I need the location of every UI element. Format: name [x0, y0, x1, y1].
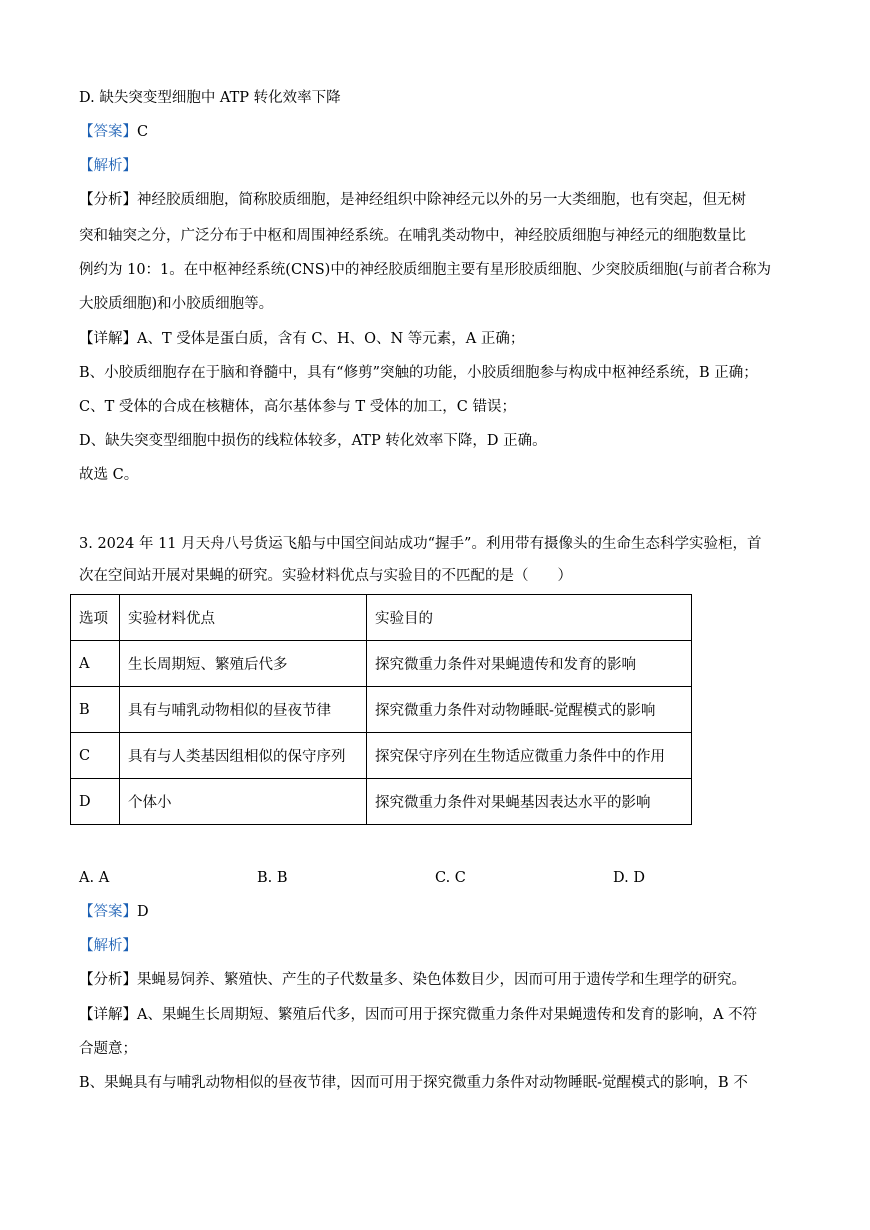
table-row	[71, 687, 692, 733]
table-cell: A	[71, 641, 120, 687]
q3-analysis-heading	[79, 936, 137, 956]
xiangjie-line-3: C、T 受体的合成在核糖体，高尔基体参与 T 受体的加工，C 错误；	[79, 399, 516, 415]
choice-c: C. C	[435, 870, 466, 886]
q3-fenxi-tag: 【分析】	[79, 972, 137, 988]
options-table	[70, 594, 692, 825]
q3-xiangjie-line-2: 合题意；	[79, 1041, 137, 1057]
question-stem-line-2: 次在空间站开展对果蝇的研究。实验材料优点与实验目的不匹配的是（ ）	[79, 568, 572, 584]
xiangjie-text: A、T 受体是蛋白质，含有 C、H、O、N 等元素，A 正确；	[137, 331, 525, 347]
header-advantage: 实验材料优点	[120, 595, 367, 641]
table-cell: 探究微重力条件对果蝇基因表达水平的影响	[367, 779, 692, 825]
table-cell: C	[71, 733, 120, 779]
table-cell: 具有与哺乳动物相似的昼夜节律	[120, 687, 367, 733]
q3-xiangjie-text: A、果蝇生长周期短、繁殖后代多，因而可用于探究微重力条件对果蝇遗传和发育的影响，A 不符	[137, 1007, 758, 1023]
analysis-heading	[79, 156, 137, 176]
answer-tag: 【答案】	[79, 124, 137, 140]
table-cell: 具有与人类基因组相似的保守序列	[120, 733, 367, 779]
table-row	[71, 733, 692, 779]
answer-value: C	[137, 124, 149, 140]
analysis-tag: 【解析】	[79, 158, 137, 174]
fenxi-text: 神经胶质细胞，简称胶质细胞，是神经组织中除神经元以外的另一大类细胞，也有突起，但无树	[137, 192, 746, 208]
header-purpose: 实验目的	[367, 595, 692, 641]
table-cell: 个体小	[120, 779, 367, 825]
table-cell: 探究微重力条件对动物睡眠-觉醒模式的影响	[367, 687, 692, 733]
conclusion-line: 故选 C。	[79, 467, 139, 483]
answer-line	[79, 122, 148, 142]
question-stem-line-1: 3. 2024 年 11 月天舟八号货运飞船与中国空间站成功“握手”。利用带有摄像头的生命生态科学实验柜，首	[79, 536, 762, 552]
table-row	[71, 641, 692, 687]
xiangjie-line-4: D、缺失突变型细胞中损伤的线粒体较多，ATP 转化效率下降，D 正确。	[79, 433, 547, 449]
xiangjie-line-2: B、小胶质细胞存在于脑和脊髓中，具有“修剪”突触的功能，小胶质细胞参与构成中枢神经系统，B 正确；	[79, 365, 758, 381]
table-cell: B	[71, 687, 120, 733]
fenxi-tag: 【分析】	[79, 192, 137, 208]
header-option: 选项	[71, 595, 120, 641]
table-cell: 生长周期短、繁殖后代多	[120, 641, 367, 687]
table-cell: D	[71, 779, 120, 825]
table-row	[71, 779, 692, 825]
table-cell: 探究保守序列在生物适应微重力条件中的作用	[367, 733, 692, 779]
fenxi-line-1	[79, 190, 746, 210]
q3-xiangjie-tag: 【详解】	[79, 1007, 137, 1023]
fenxi-line-3: 例约为 10：1。在中枢神经系统(CNS)中的神经胶质细胞主要有星形胶质细胞、少突胶质细胞(与前者合称为	[79, 262, 771, 278]
q3-answer-tag: 【答案】	[79, 904, 137, 920]
q3-xiangjie-line-1	[79, 1005, 757, 1025]
q3-answer-line	[79, 902, 149, 922]
choice-d: D. D	[613, 870, 645, 886]
xiangjie-tag: 【详解】	[79, 331, 137, 347]
q3-xiangjie-line-3: B、果蝇具有与哺乳动物相似的昼夜节律，因而可用于探究微重力条件对动物睡眠-觉醒模式的影响，B 不	[79, 1075, 748, 1091]
q3-fenxi-line	[79, 970, 746, 990]
q3-fenxi-text: 果蝇易饲养、繁殖快、产生的子代数量多、染色体数目少，因而可用于遗传学和生理学的研究。	[137, 972, 746, 988]
option-d-text: D. 缺失突变型细胞中 ATP 转化效率下降	[79, 90, 341, 106]
table-cell: 探究微重力条件对果蝇遗传和发育的影响	[367, 641, 692, 687]
xiangjie-line-1	[79, 329, 524, 349]
table-header-row	[71, 595, 692, 641]
q3-analysis-tag: 【解析】	[79, 938, 137, 954]
fenxi-line-2: 突和轴突之分，广泛分布于中枢和周围神经系统。在哺乳类动物中，神经胶质细胞与神经元的细胞数量比	[79, 228, 746, 244]
q3-answer-value: D	[137, 904, 149, 920]
fenxi-line-4: 大胶质细胞)和小胶质细胞等。	[79, 296, 274, 312]
choice-a: A. A	[79, 870, 110, 886]
choice-b: B. B	[257, 870, 288, 886]
